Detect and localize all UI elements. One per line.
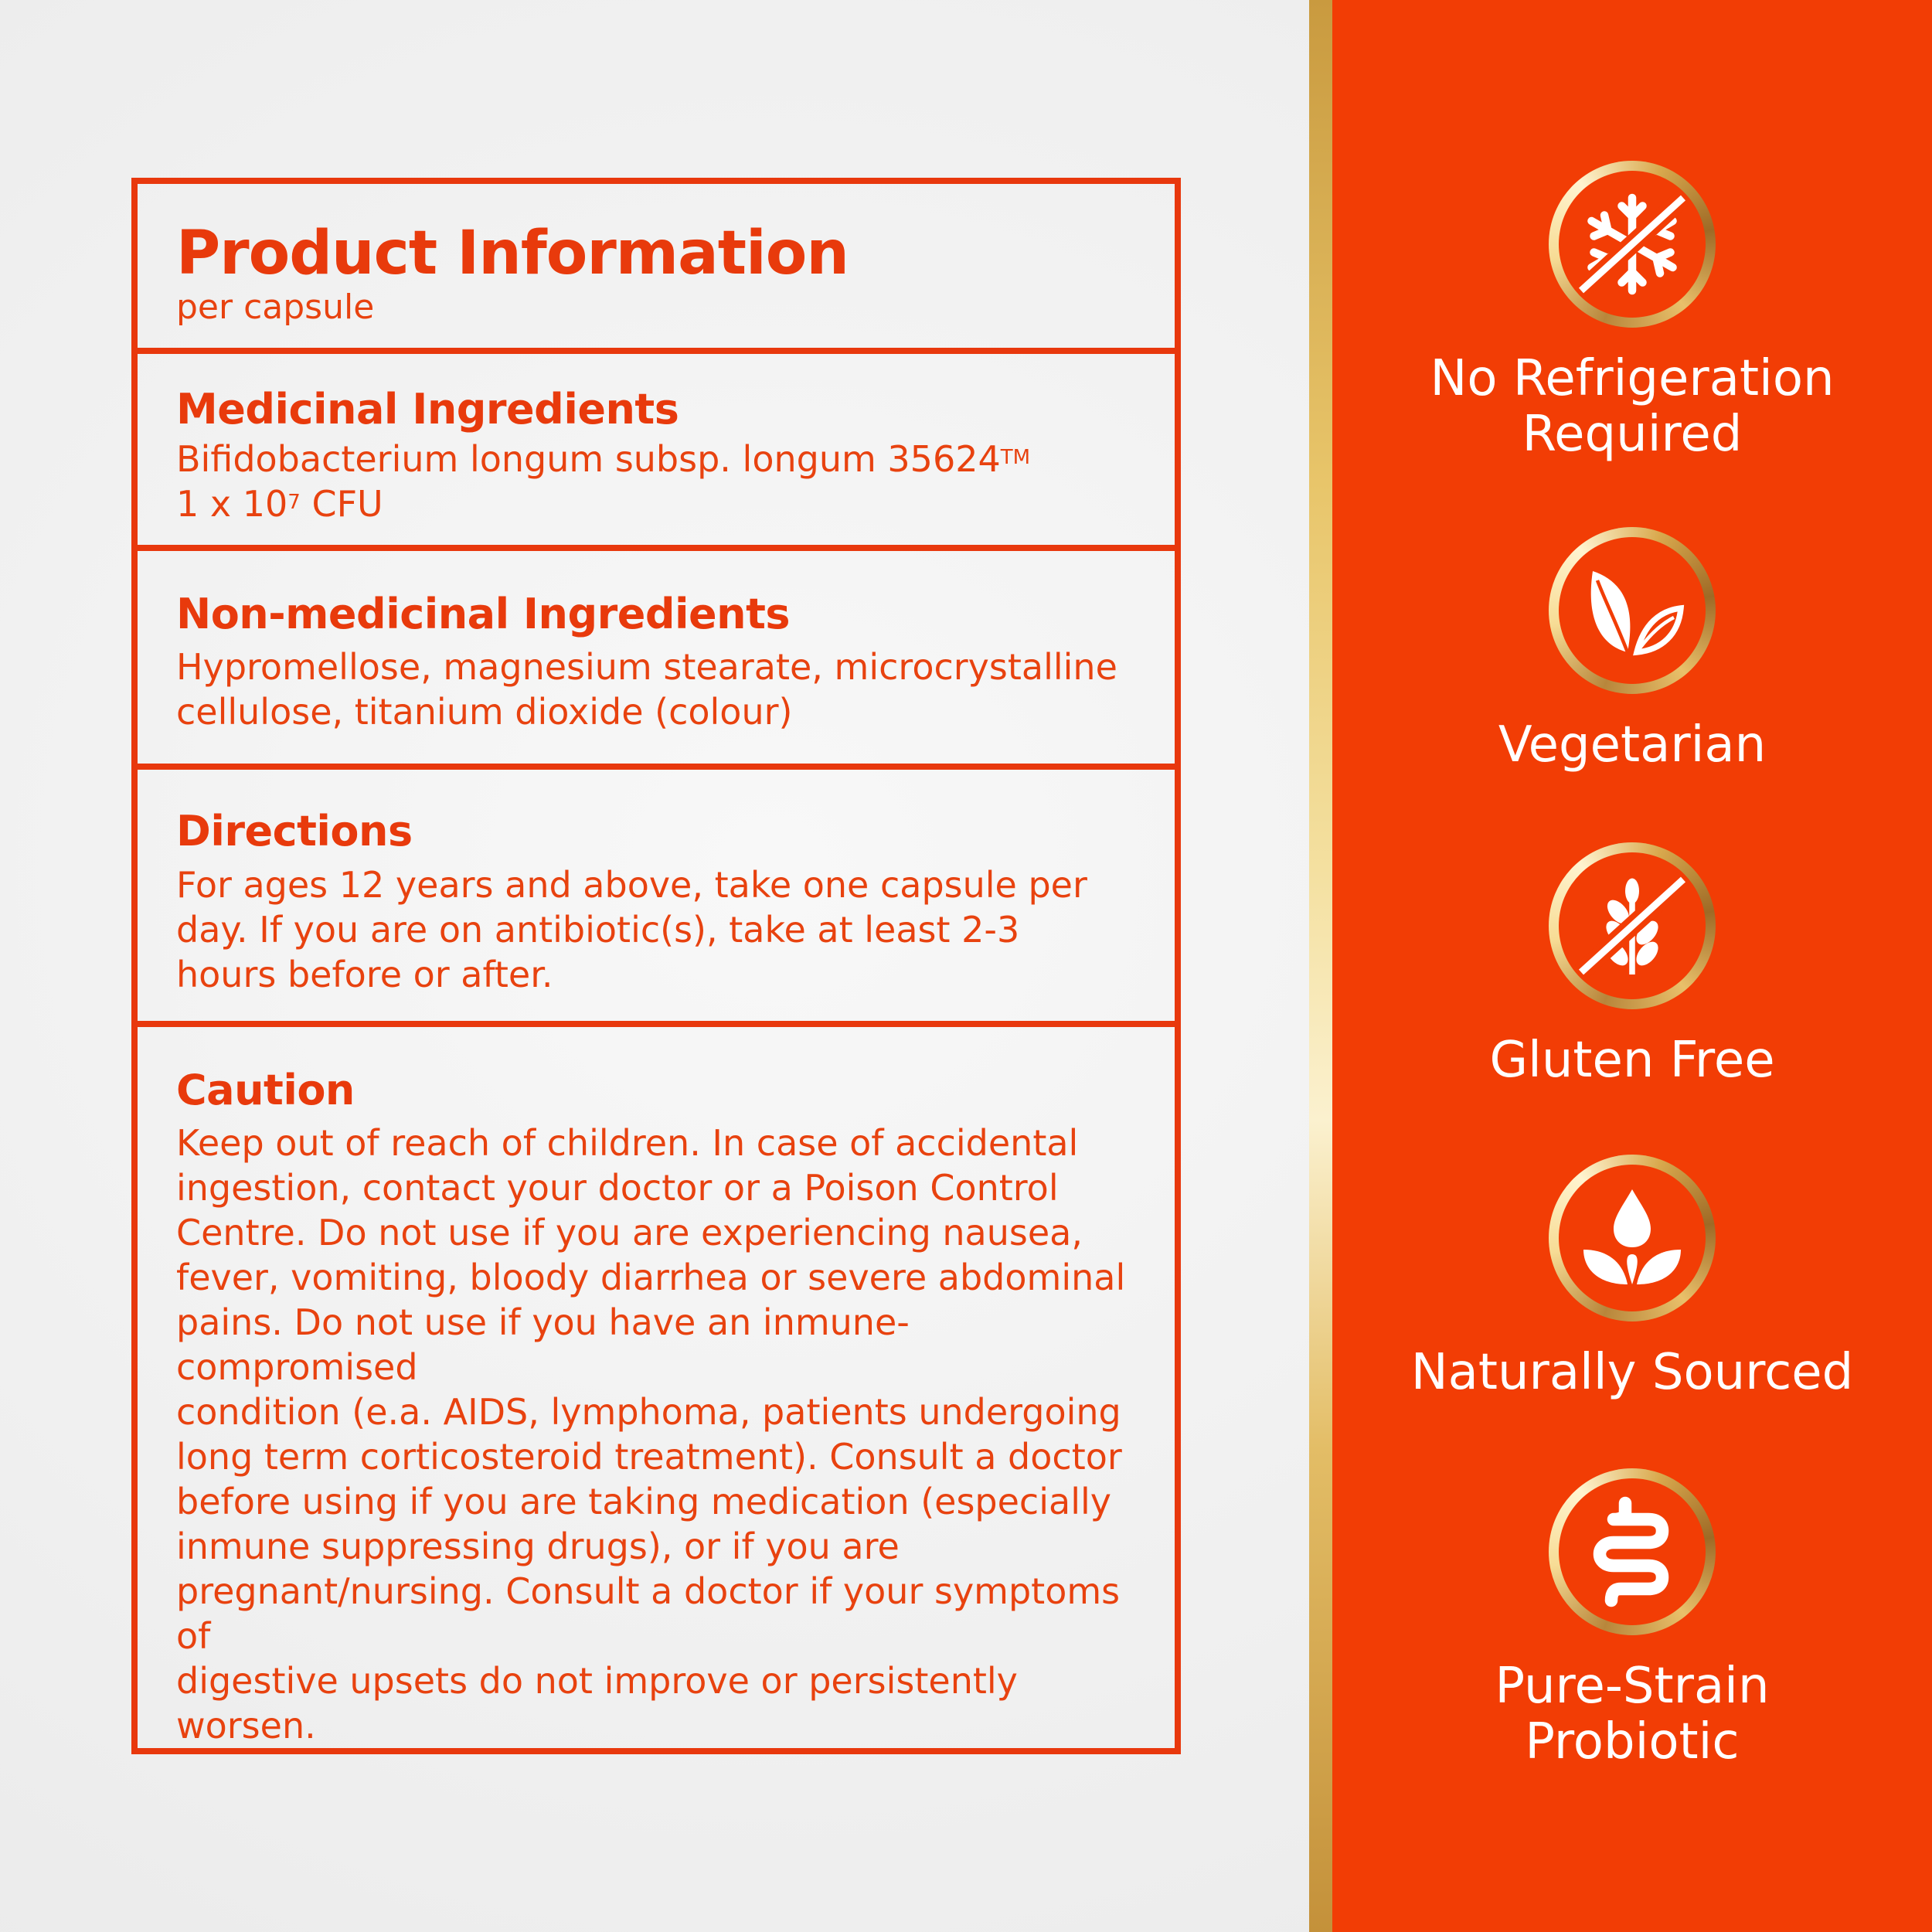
- directions-line: For ages 12 years and above, take one capsule per: [176, 863, 1087, 906]
- caution-line: fever, vomiting, bloody diarrhea or severe abdominal: [176, 1257, 1126, 1298]
- gold-divider: [1309, 0, 1332, 1932]
- product-info-header: [138, 184, 1175, 354]
- caution-line: pregnant/nursing. Consult a doctor if your symptoms of: [176, 1570, 1121, 1657]
- medicinal-ingredient-strain: Bifidobacterium longum subsp. longum 35624™: [176, 437, 1031, 480]
- non-medicinal-line: cellulose, titanium dioxide (colour): [176, 691, 793, 733]
- medicinal-ingredients-heading: Medicinal Ingredients: [176, 384, 679, 434]
- caution-line: before using if you are taking medication (especially: [176, 1481, 1111, 1522]
- badge-label: Naturally Sourced: [1410, 1344, 1854, 1401]
- leaves-icon: [1574, 553, 1690, 668]
- intestine-icon: [1574, 1494, 1690, 1610]
- directions-section: [138, 770, 1175, 1026]
- badge-label: Pure-Strain Probiotic: [1495, 1658, 1770, 1770]
- directions-line: hours before or after.: [176, 953, 553, 995]
- caution-line: digestive upsets do not improve or persistently worsen.: [176, 1660, 1018, 1747]
- product-info-subtitle: per capsule: [176, 287, 375, 327]
- non-medicinal-line: Hypromellose, magnesium stearate, microcrystalline: [176, 646, 1117, 689]
- caution-heading: Caution: [176, 1065, 355, 1114]
- badge-label: Vegetarian: [1498, 716, 1767, 774]
- badge-label: No Refrigeration Required: [1430, 350, 1835, 463]
- caution-line: Keep out of reach of children. In case of accidental: [176, 1122, 1079, 1164]
- cfu-exponent: 7: [287, 490, 301, 514]
- caution-text: [176, 1121, 1136, 1748]
- medicinal-ingredient-cfu: 1 x $10^7$ CFU: [176, 482, 383, 525]
- badge-label: Gluten Free: [1489, 1032, 1775, 1089]
- features-panel: [1332, 0, 1932, 1932]
- product-info-panel: [131, 178, 1181, 1754]
- non-medicinal-ingredients-section: [138, 551, 1175, 770]
- badge-vegetarian: [1332, 527, 1932, 773]
- caution-section: [138, 1027, 1175, 1748]
- product-info-title: Product Information: [176, 219, 849, 288]
- caution-line: ingestion, contact your doctor or a Poison Control: [176, 1167, 1059, 1209]
- caution-line: pains. Do not use if you have an inmune-compromised: [176, 1301, 910, 1388]
- caution-line: condition (e.a. AIDS, lymphoma, patients undergoing: [176, 1391, 1121, 1433]
- no-snowflake-icon: [1574, 186, 1690, 302]
- medicinal-ingredients-section: [138, 354, 1175, 551]
- directions-heading: Directions: [176, 807, 413, 856]
- caution-line: Centre. Do not use if you are experiencing nausea,: [176, 1212, 1083, 1253]
- caution-line: inmune suppressing drugs), or if you are: [176, 1526, 900, 1567]
- badge-no-refrigeration: [1332, 161, 1932, 462]
- trademark-mark: TM: [1000, 445, 1031, 469]
- badge-gluten-free: [1332, 842, 1932, 1088]
- directions-line: day. If you are on antibiotic(s), take at least 2-3: [176, 908, 1020, 951]
- drop-leaves-icon: [1574, 1180, 1690, 1296]
- non-medicinal-ingredients-heading: Non-medicinal Ingredients: [176, 589, 791, 638]
- caution-line: long term corticosteroid treatment). Consult a doctor: [176, 1436, 1122, 1478]
- no-wheat-icon: [1574, 868, 1690, 984]
- badge-pure-strain-probiotic: [1332, 1468, 1932, 1770]
- badge-naturally-sourced: [1332, 1155, 1932, 1400]
